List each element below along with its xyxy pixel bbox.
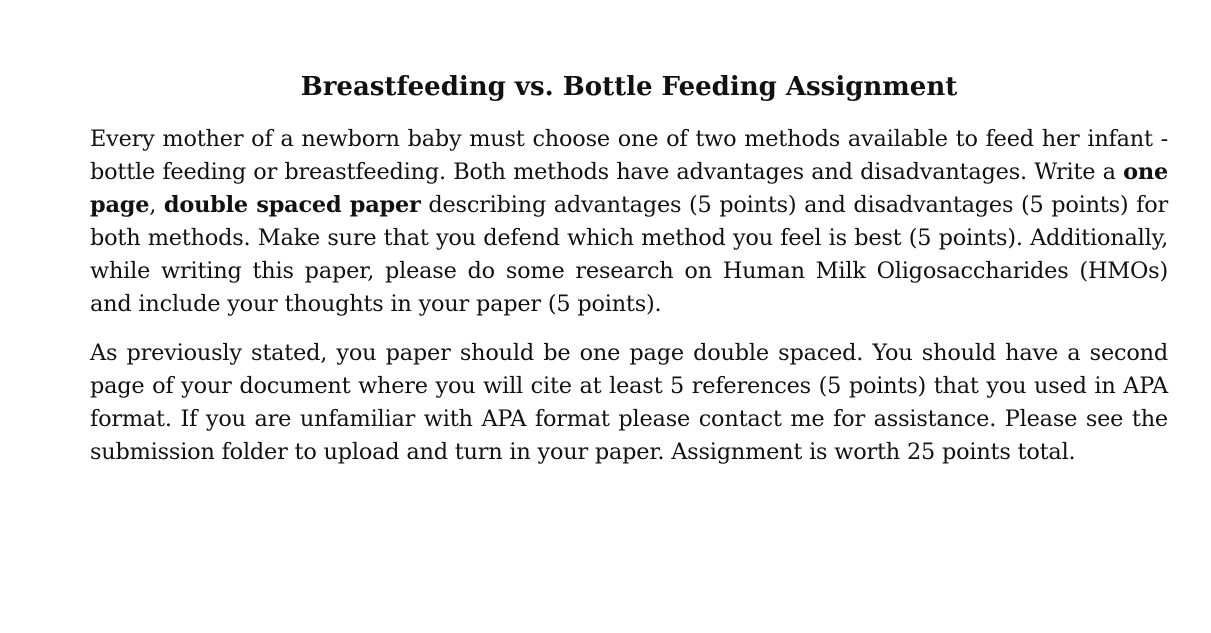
- document-title: Breastfeeding vs. Bottle Feeding Assignment: [300, 72, 958, 102]
- paragraph-requirements: As previously stated, you paper should be one page double spaced. You should have a second page of your document where you will cite at least 5 references (5 points) that you used in APA format. If you are unfamiliar with APA format please contact me for assistance. Please see the submission folder to upload and turn in your paper. Assignment is worth 25 points total.: [90, 340, 1168, 465]
- paragraph-text: ,: [149, 192, 164, 218]
- paragraph-text: describing advantages (5 points) and disadvantages (5 points) for both methods. Make sure that you defend which method you feel is best (5 points). Additionally, while writing this paper, please do some research on Human Milk Oligosaccharides (HMOs) and include your thoughts in your paper (5 points).: [90, 192, 1168, 317]
- emphasis-one-page: one page: [90, 159, 1168, 218]
- document-body: [90, 68, 1168, 485]
- paragraph-instructions: [90, 123, 1168, 321]
- emphasis-double-spaced-paper: double spaced paper: [163, 192, 421, 218]
- paragraph-text: Every mother of a newborn baby must choose one of two methods available to feed her infant - bottle feeding or breastfeeding. Both methods have advantages and disadvantages. Write a: [90, 126, 1168, 185]
